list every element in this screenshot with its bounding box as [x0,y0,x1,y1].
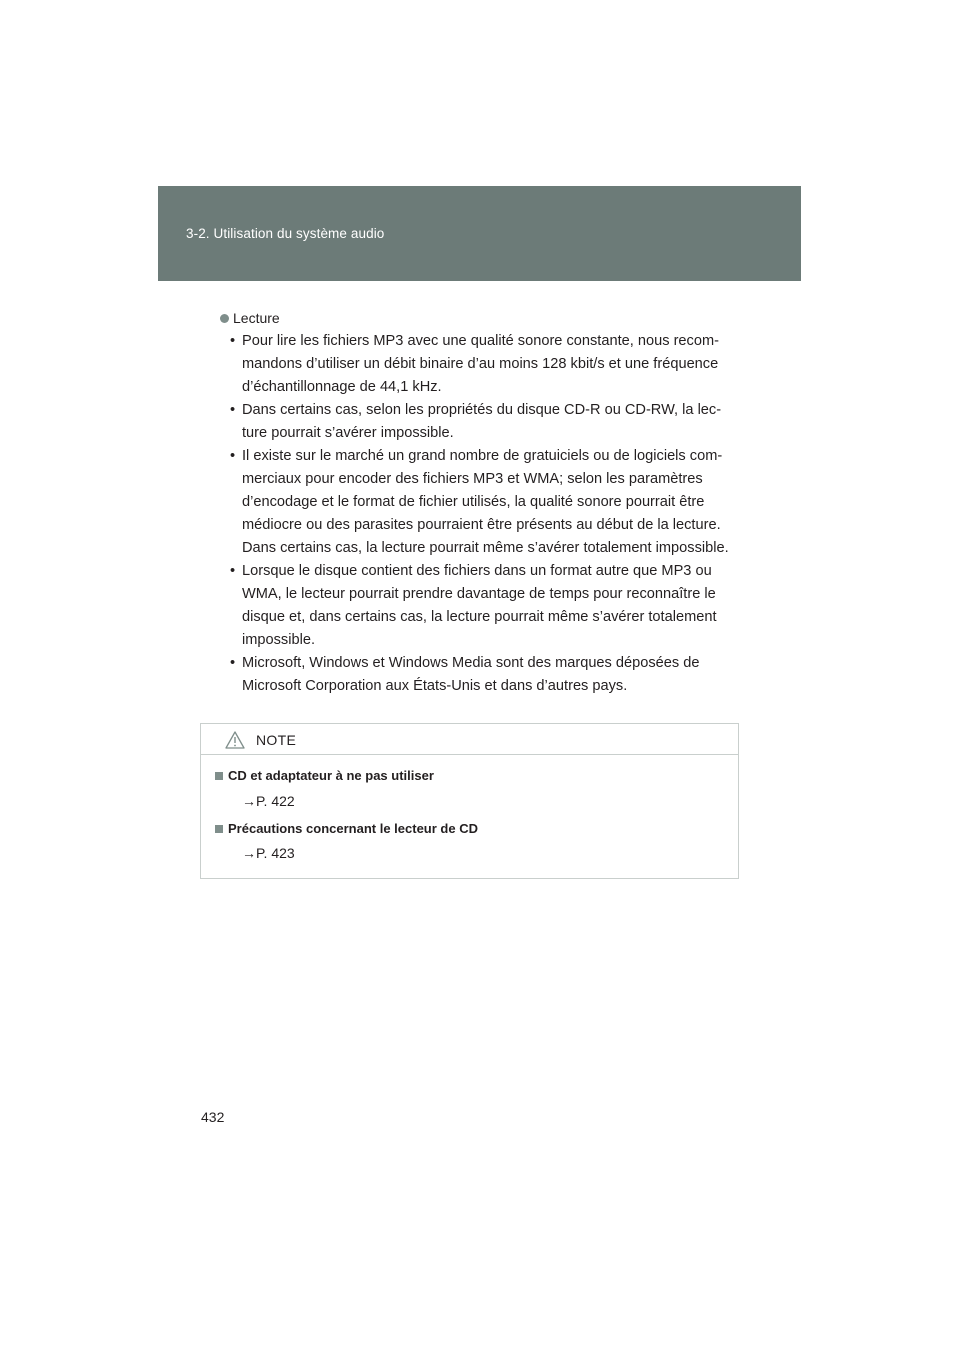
note-item-label: Précautions concernant le lecteur de CD [228,821,478,836]
bullet-dot-icon: • [230,655,236,671]
list-item [220,330,760,399]
bullet-dot-icon: • [230,402,236,418]
page-reference: →P. 422 [242,793,295,809]
square-bullet-icon [215,825,223,833]
bullet-list [220,330,760,698]
bullet-dot-icon: • [230,333,236,349]
bullet-text: Il existe sur le marché un grand nombre de gratuiciels ou de logiciels com- merciaux pour encoder des fichiers MP3 et WMA; selon les paramètres d’encodage et le format de fichier utilisés, la qualité sonore pourrait être médiocre ou des parasites pourraient être présents au début de la lecture. Dans certains cas, la lecture pourrait même s’avérer totalement impossible. [242,448,729,556]
bullet-text: Dans certains cas, selon les propriétés du disque CD-R ou CD-RW, la lec- ture pourrait s’avérer impossible. [242,402,722,441]
chapter-title: 3-2. Utilisation du système audio [186,226,385,241]
note-item [215,768,434,783]
bullet-dot-icon: • [230,563,236,579]
list-item [220,445,760,560]
warning-triangle-icon [225,731,245,749]
square-bullet-icon [215,772,223,780]
note-box [200,723,739,879]
note-header [201,724,738,755]
page-reference: →P. 423 [242,845,295,861]
bullet-dot-icon: • [230,448,236,464]
list-item [220,560,760,652]
page-header [158,186,801,281]
section-heading [220,306,760,330]
bullet-text: Microsoft, Windows et Windows Media sont des marques déposées de Microsoft Corporation aux États-Unis et dans d’autres pays. [242,655,700,694]
bullet-text: Lorsque le disque contient des fichiers dans un format autre que MP3 ou WMA, le lecteur pourrait prendre davantage de temps pour reconnaître le disque et, dans certains cas, la lecture pourrait même s’avérer totalement impossible. [242,563,717,648]
circle-bullet-icon [220,314,229,323]
note-item [215,821,478,836]
note-title: NOTE [256,732,297,748]
page-number: 432 [201,1109,225,1125]
bullet-text: Pour lire les fichiers MP3 avec une qualité sonore constante, nous recom- mandons d’utiliser un débit binaire d’au moins 128 kbit/s et une fréquence d’échantillonnage de 44,1 kHz. [242,333,719,395]
note-item-label: CD et adaptateur à ne pas utiliser [228,768,434,783]
playback-section [220,306,760,698]
section-heading-label: Lecture [233,310,280,326]
list-item [220,652,760,698]
list-item [220,399,760,445]
